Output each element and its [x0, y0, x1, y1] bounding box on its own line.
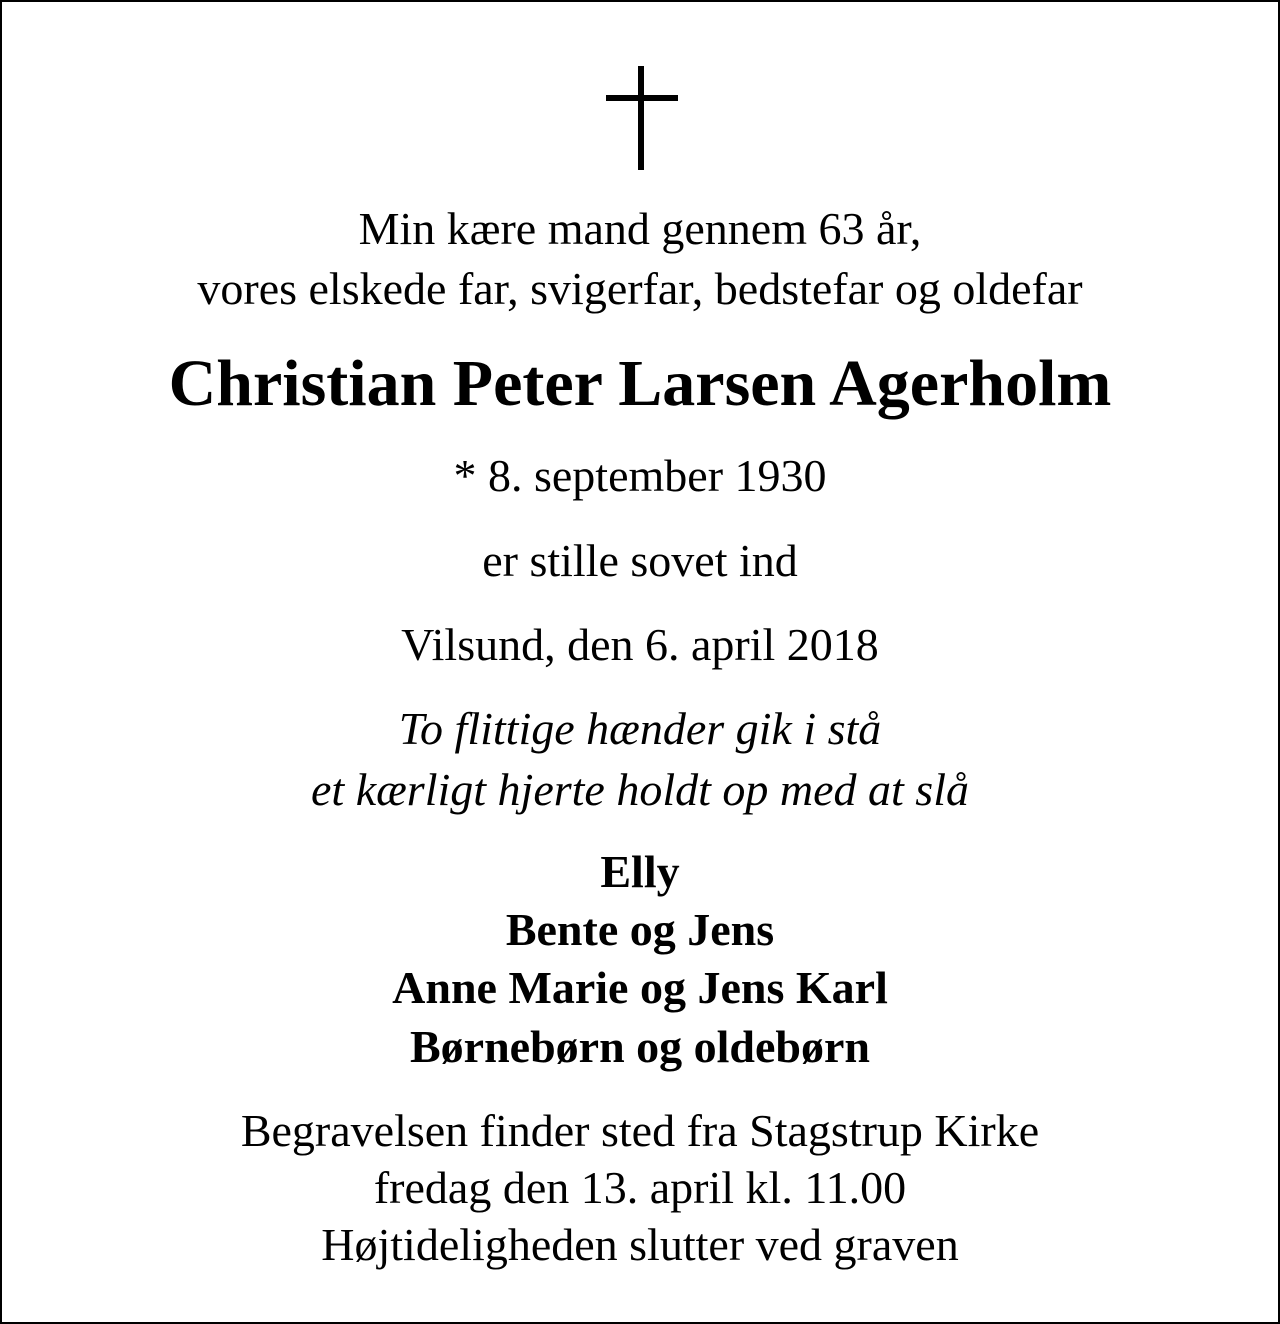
family-line-4: Børnebørn og oldebørn	[409, 1021, 871, 1072]
place-and-date: Vilsund, den 6. april 2018	[401, 619, 879, 670]
intro-line-1: Min kære mand gennem 63 år,	[358, 203, 922, 254]
funeral-line-2: fredag den 13. april kl. 11.00	[373, 1162, 907, 1213]
funeral-line-1: Begravelsen finder sted fra Stagstrup Kirke	[240, 1105, 1040, 1156]
funeral-line-3: Højtideligheden slutter ved graven	[321, 1219, 959, 1270]
passing-text: er stille sovet ind	[482, 535, 798, 586]
poem-line-1: To flittige hænder gik i stå	[398, 703, 882, 754]
family-line-3: Anne Marie og Jens Karl	[392, 962, 888, 1013]
cross-icon	[606, 66, 678, 170]
family-line-1: Elly	[600, 846, 680, 897]
birth-date: * 8. september 1930	[453, 450, 827, 501]
poem-line-2: et kærligt hjerte holdt op med at slå	[311, 764, 969, 815]
family-line-2: Bente og Jens	[505, 904, 775, 955]
deceased-name: Christian Peter Larsen Agerholm	[168, 347, 1112, 420]
intro-line-2: vores elskede far, svigerfar, bedstefar og oldefar	[197, 263, 1083, 314]
